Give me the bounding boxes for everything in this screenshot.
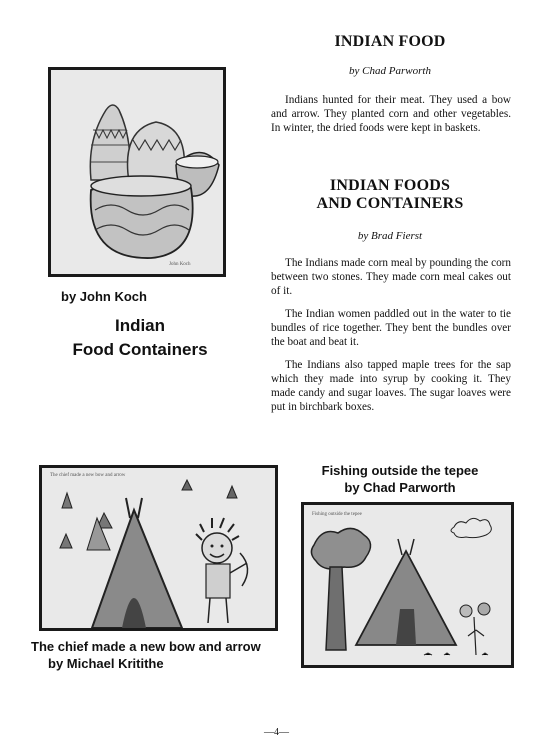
drawing3-caption-line1: Fishing outside the tepee bbox=[321, 463, 479, 478]
article1-byline: by Chad Parworth bbox=[349, 65, 431, 77]
drawing-scribble-text: Fishing outside the tepee bbox=[312, 512, 362, 517]
article1-body bbox=[271, 93, 511, 144]
food-containers-sketch bbox=[51, 70, 223, 274]
drawing1-title-line1: Indian bbox=[114, 316, 166, 335]
drawing1-title-line2: Food Containers bbox=[72, 340, 208, 359]
article2-paragraph: The Indians made corn meal by pounding the corn between two stones. They made corn meal cakes out of it. bbox=[271, 257, 511, 297]
drawing2-caption-line2: by Michael Kritithe bbox=[48, 656, 164, 671]
article1-paragraph: Indians hunted for their meat. They used a bow and arrow. They planted corn and other vegetables. In winter, the dried foods were kept in baskets. bbox=[271, 94, 511, 134]
drawing-scribble-text: John Koch bbox=[169, 262, 191, 267]
article2-paragraph: The Indian women paddled out in the water to tie bundles of rice together. They bent the bundles over the boat and beat it. bbox=[271, 308, 511, 348]
drawing-scribble-text: The chief made a new bow and arrow bbox=[50, 473, 126, 478]
article2-title-line2: AND CONTAINERS bbox=[316, 195, 464, 212]
fishing-sketch bbox=[304, 505, 511, 665]
chief-sketch bbox=[42, 468, 275, 628]
drawing3-caption-line2: by Chad Parworth bbox=[344, 480, 456, 495]
drawing2-caption-line1: The chief made a new bow and arrow bbox=[31, 639, 261, 654]
fishing-tepee-drawing bbox=[301, 502, 514, 668]
drawing1-byline: by John Koch bbox=[61, 289, 147, 304]
article2-byline: by Brad Fierst bbox=[357, 230, 423, 242]
article2-paragraph: The Indians also tapped maple trees for the sap which they made into syrup by cooking it. They made candy and sugar loaves. The sugar loaves were put in birchbark boxes. bbox=[271, 359, 511, 413]
food-containers-drawing bbox=[48, 67, 226, 277]
chief-bow-drawing bbox=[39, 465, 278, 631]
page-number: —4— bbox=[264, 727, 289, 738]
article2-title-line1: INDIAN FOODS bbox=[329, 177, 451, 194]
article1-title: INDIAN FOOD bbox=[334, 33, 446, 50]
article2-body bbox=[271, 256, 511, 423]
